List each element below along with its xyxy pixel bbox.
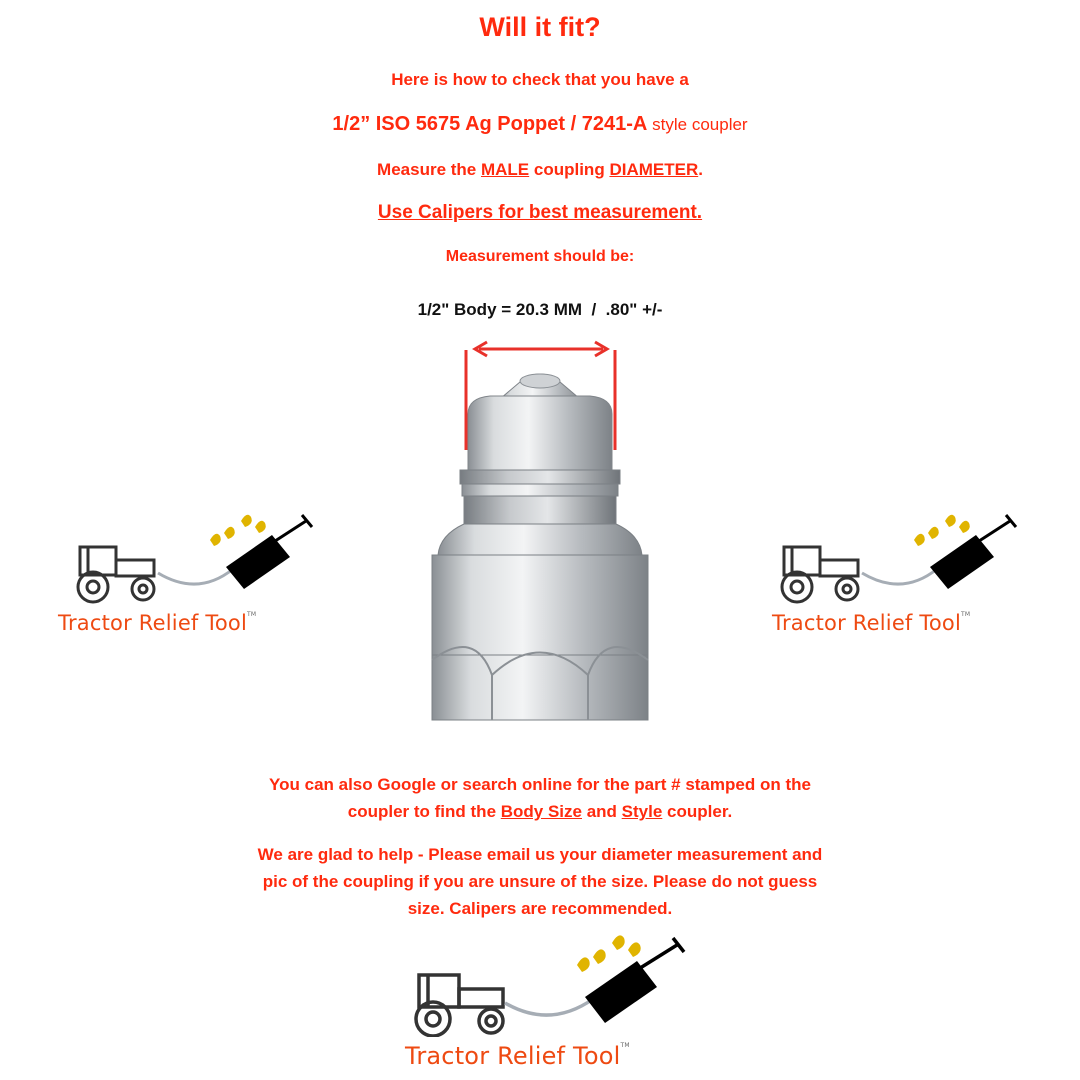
search-note-mid: and (582, 802, 622, 821)
help-note-line-2: pic of the coupling if you are unsure of the size. Please do not guess (262, 872, 818, 891)
brand-tm: TM (961, 611, 971, 618)
body-measurement: 1/2" Body = 20.3 MM / .80" +/- (417, 300, 663, 319)
coupler-spec-size: 1/2” ISO 5675 Ag Poppet / 7241-A (332, 113, 647, 135)
brand-logo-left (58, 505, 328, 640)
tractor-icon (416, 975, 503, 1036)
measure-male: MALE (480, 160, 530, 179)
brand-name-text: Tractor Relief Tool (405, 1042, 621, 1070)
help-note-line-3: size. Calipers are recommended. (407, 899, 673, 918)
oil-drops-icon (210, 515, 266, 546)
measure-mid: coupling (529, 160, 610, 179)
should-be-label: Measurement should be: (445, 248, 635, 265)
brand-name (772, 611, 970, 635)
brand-name-text: Tractor Relief Tool (772, 611, 961, 635)
measure-diameter: DIAMETER (609, 160, 699, 179)
search-note-line-1: You can also Google or search online for the part # stamped on the (269, 775, 811, 794)
oil-drops-icon (914, 515, 970, 546)
grease-gun-icon (226, 515, 312, 589)
search-note-pre: coupler to find the (347, 802, 501, 821)
brand-logo-right (772, 505, 1042, 640)
search-note-line-2 (0, 802, 1080, 822)
tractor-icon (782, 547, 858, 602)
brand-name-text: Tractor Relief Tool (58, 611, 247, 635)
measure-pre: Measure the (377, 160, 481, 179)
help-note-line-1: We are glad to help - Please email us your diameter measurement and (257, 845, 823, 864)
brand-tm: TM (247, 611, 257, 618)
brand-name (405, 1042, 630, 1070)
grease-gun-icon (930, 515, 1016, 589)
measure-end: . (698, 160, 703, 179)
intro-text: Here is how to check that you have a (391, 70, 689, 89)
calipers-tip: Use Calipers for best measurement. (377, 202, 703, 223)
search-note-end: coupler. (662, 802, 733, 821)
measure-instruction (0, 160, 1080, 180)
hydraulic-coupler-image (400, 330, 680, 725)
coupler-spec (0, 113, 1080, 136)
coupler-spec-suffix: style coupler (652, 115, 748, 134)
page-title: Will it fit? (479, 12, 601, 42)
brand-tm: TM (620, 1042, 630, 1049)
search-note-style: Style (621, 802, 663, 821)
brand-logo-bottom (405, 925, 715, 1075)
brand-name (58, 611, 256, 635)
search-note-body-size: Body Size (500, 802, 582, 821)
tractor-icon (78, 547, 154, 602)
